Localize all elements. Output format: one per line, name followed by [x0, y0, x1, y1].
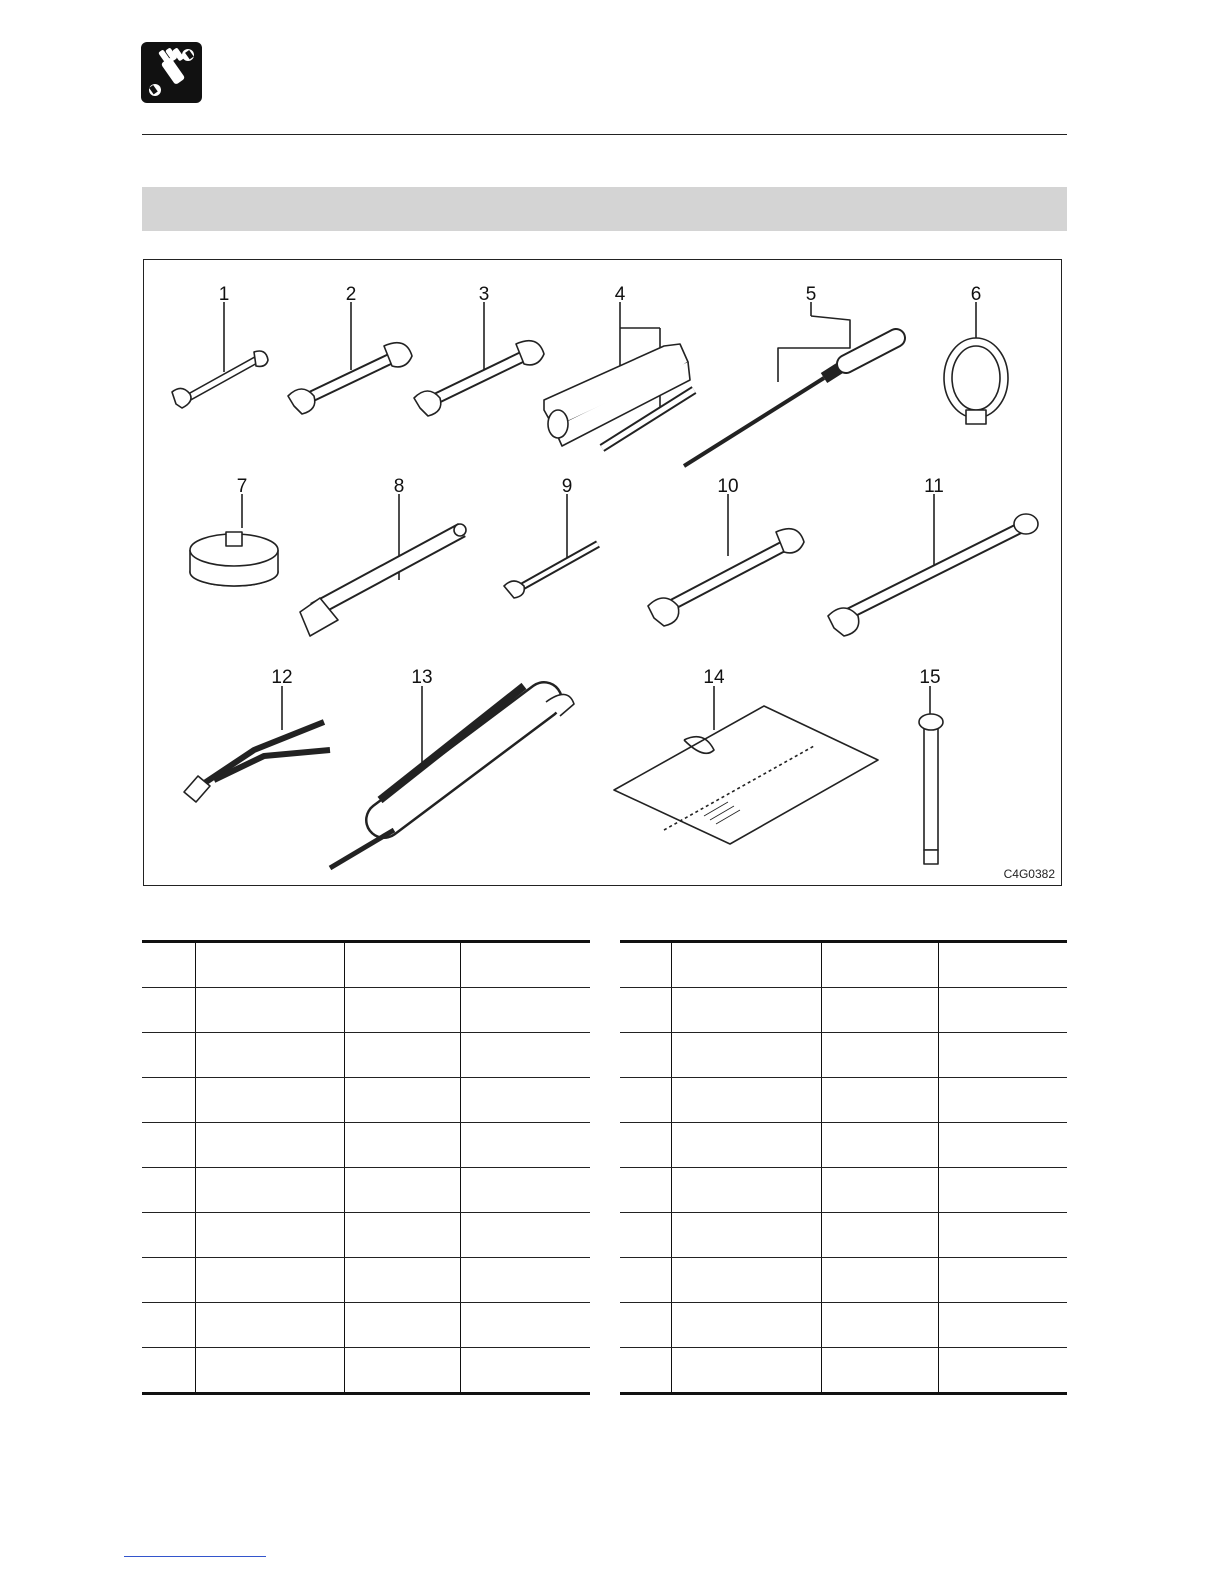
- callout-8: 8: [393, 476, 405, 497]
- box-wrench-icon: [544, 302, 694, 448]
- table-row: [620, 1168, 1067, 1213]
- screwdriver-icon: [684, 302, 896, 466]
- table-row: [142, 1258, 590, 1303]
- wrench-hand-icon: [141, 42, 202, 103]
- footer-link-underline[interactable]: [124, 1556, 266, 1557]
- wrench-3-icon: [414, 302, 544, 416]
- table-row: [620, 1123, 1067, 1168]
- grease-gun-icon: [330, 686, 574, 868]
- table-row: [620, 1033, 1067, 1078]
- table-row: [620, 1078, 1067, 1123]
- callout-15: 15: [919, 667, 941, 688]
- filter-cap-socket-icon: [190, 494, 278, 586]
- oil-filter-wrench-icon: [944, 302, 1008, 424]
- wrench-10-icon: [648, 494, 804, 626]
- table-row: [142, 1123, 590, 1168]
- wrench-9-icon: [504, 494, 598, 598]
- t-handle-icon: [919, 686, 943, 864]
- pliers-icon: [184, 686, 330, 802]
- callout-9: 9: [561, 476, 573, 497]
- callout-6: 6: [970, 284, 982, 305]
- callout-7: 7: [236, 476, 248, 497]
- table-row: [620, 942, 1067, 988]
- tool-table-right: [620, 940, 1067, 1395]
- adjustable-wrench-icon: [300, 494, 466, 636]
- wrench-2-icon: [288, 302, 412, 414]
- tool-pouch-icon: [614, 686, 878, 844]
- tool-kit-illustration: [144, 260, 1063, 887]
- table-row: [620, 1348, 1067, 1394]
- section-banner: [142, 187, 1067, 231]
- table-row: [620, 988, 1067, 1033]
- table-row: [142, 1213, 590, 1258]
- callout-10: 10: [717, 476, 739, 497]
- callout-5: 5: [805, 284, 817, 305]
- combination-wrench-icon: [828, 494, 1038, 636]
- table-row: [620, 1303, 1067, 1348]
- tool-table-left: [142, 940, 590, 1395]
- callout-11: 11: [924, 476, 944, 497]
- callout-12: 12: [271, 667, 293, 688]
- callout-4: 4: [614, 284, 626, 305]
- table-row: [142, 1033, 590, 1078]
- table-row: [142, 1078, 590, 1123]
- table-row: [142, 942, 590, 988]
- table-row: [620, 1258, 1067, 1303]
- callout-3: 3: [478, 284, 490, 305]
- header-rule: [142, 134, 1067, 135]
- table-row: [142, 1348, 590, 1394]
- table-row: [142, 1168, 590, 1213]
- callout-13: 13: [411, 667, 433, 688]
- callout-14: 14: [703, 667, 725, 688]
- table-row: [620, 1213, 1067, 1258]
- table-row: [142, 1303, 590, 1348]
- table-row: [142, 988, 590, 1033]
- callout-2: 2: [345, 284, 357, 305]
- tool-kit-figure: [143, 259, 1062, 886]
- wrench-1-icon: [172, 302, 268, 408]
- callout-1: 1: [218, 284, 230, 305]
- figure-code: C4G0382: [1003, 867, 1055, 881]
